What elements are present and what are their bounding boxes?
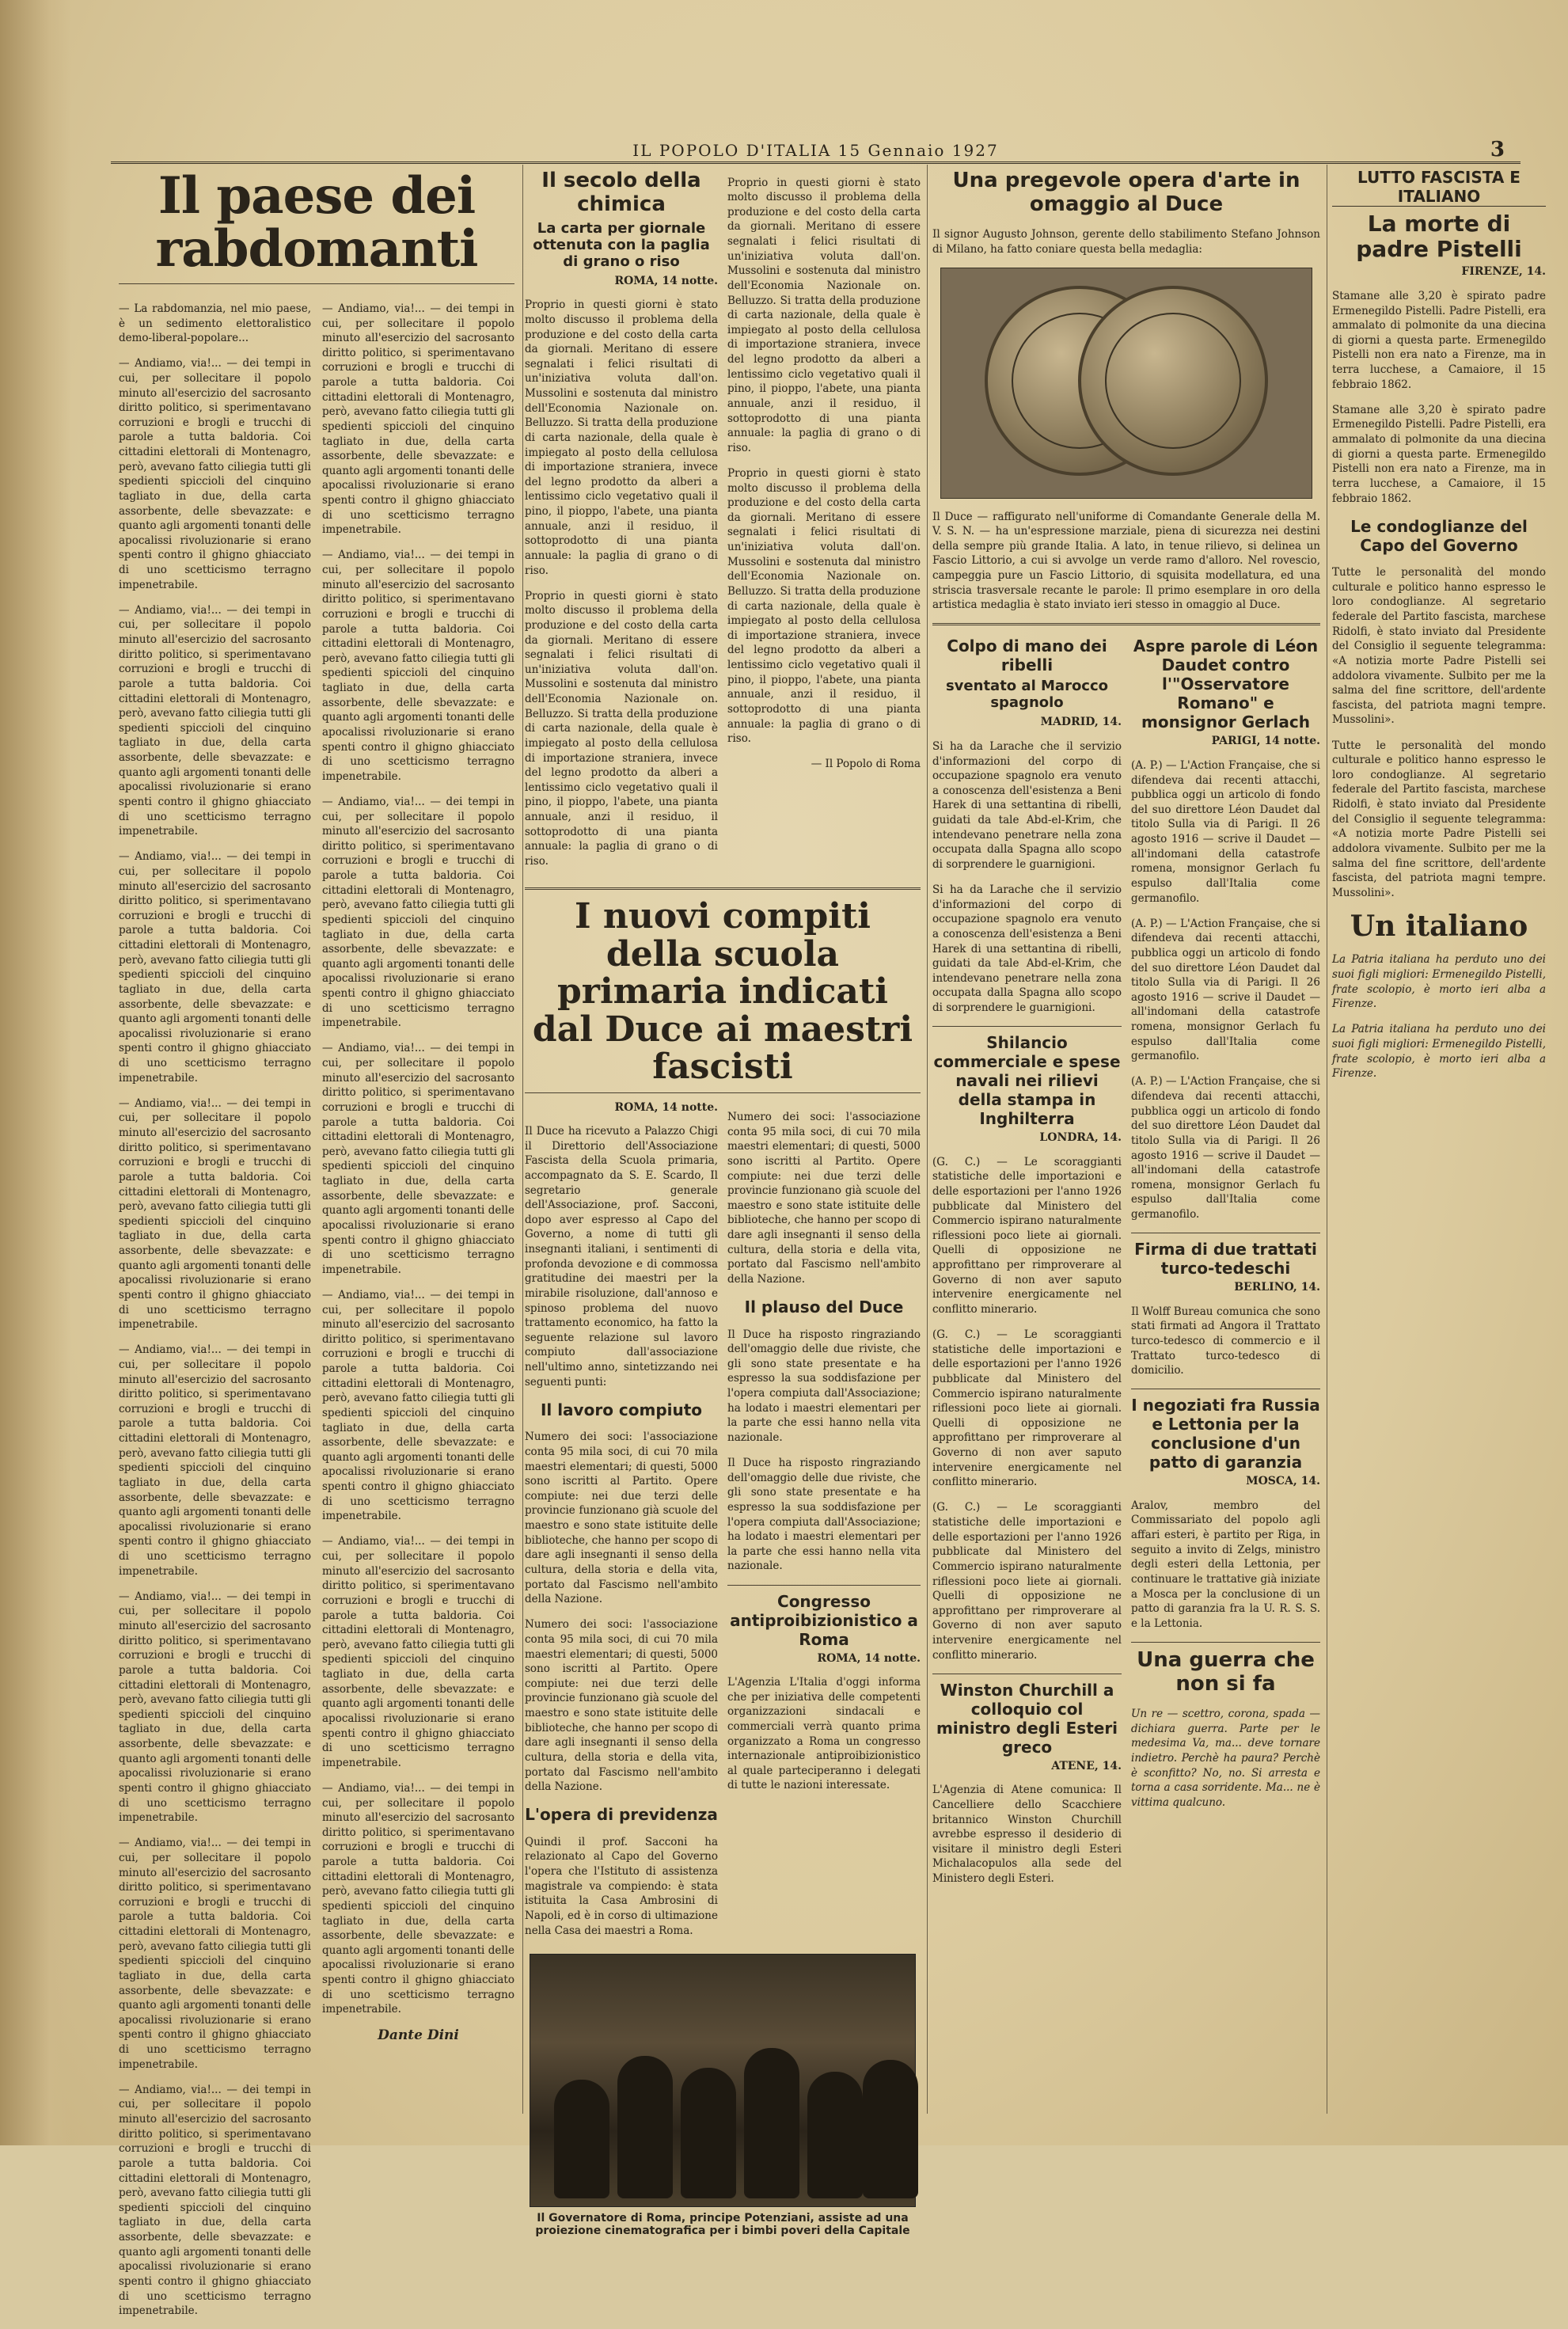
- subhead-chimica: La carta per giornale ottenuta con la paglia di grano o riso: [533, 219, 710, 270]
- headline-congresso: Congresso antiproibizionistico a Roma: [730, 1591, 918, 1649]
- column-pistelli: [1326, 165, 1552, 2114]
- article-body: — Andiamo, via!... — dei tempi in cui, per sollecitare il popolo minuto all'esercizio del sacrosanto diritto politico, si sperimentavano corruzioni e brogli e trucchi di parole a tutta baldoria. Coi cittadini elettorali di Montenagro, però, avevano fatto ciliegia tutti gli spedienti spiccioli del cinquino tagliato in due, della carta assorbente, delle sbevazzate: e quanto agli argomenti tonanti delle apocalissi rivoluzionarie si erano spenti contro il ghigno ghiacciato di uno scetticismo terragno impenetrabile.: [322, 1781, 514, 2016]
- article-lead: Il signor Augusto Johnson, gerente dello stabilimento Stefano Johnson di Milano, ha fatto coniare questa bella medaglia:: [932, 228, 1320, 256]
- dateline: ROMA, 14 notte.: [614, 1100, 718, 1114]
- headline-churchill: Winston Churchill a colloquio col ministro degli Esteri greco: [936, 1680, 1118, 1757]
- article-body: Numero dei soci: l'associazione conta 95 mila soci, di cui 70 mila maestri elementari; di questi, 5000 sono iscritti al Partito. Opere compiute: nei due terzi delle provincie funzionano già scuole del maestro e sono state istituite delle biblioteche, che hanno per scopo di dare agli insegnanti il senso della cultura, della storia e della vita, portato dal Fascismo nell'ambito della Nazione.: [525, 1430, 718, 1606]
- article-body: Il Duce — raffigurato nell'uniforme di Comandante Generale della M. V. S. N. — ha un'espressione marziale, piena di sicurezza nei destini della sempre più grande Italia. A lato, in tenue rilievo, si delinea un Fascio Littorio, a cui si avvolge un verde ramo d'alloro. Nel rovescio, campeggia pure un Fascio Littorio, di squisita modellatura, ed una striscia trasversale recante le parole: Il primo esemplare in oro della artistica medaglia è stato inviato ieri stesso in omaggio al Duce.: [932, 510, 1320, 612]
- kicker-pistelli: LUTTO FASCISTA E ITALIANO: [1332, 168, 1546, 207]
- headline-rabdomanti: Il paese dei rabdomanti: [155, 166, 478, 279]
- headline-pistelli: La morte di padre Pistelli: [1356, 211, 1522, 263]
- headline-scuola: I nuovi compiti della scuola primaria indicati dal Duce ai maestri fascisti: [532, 896, 913, 1088]
- article-body: — Andiamo, via!... — dei tempi in cui, per sollecitare il popolo minuto all'esercizio del sacrosanto diritto politico, si sperimentavano corruzioni e brogli e trucchi di parole a tutta baldoria. Coi cittadini elettorali di Montenagro, però, avevano fatto ciliegia tutti gli spedienti spiccioli del cinquino tagliato in due, della carta assorbente, delle sbevazzate: e quanto agli argomenti tonanti delle apocalissi rivoluzionarie si erano spenti contro il ghigno ghiacciato di uno scetticismo terragno impenetrabile.: [119, 2083, 311, 2318]
- article-body: — Andiamo, via!... — dei tempi in cui, per sollecitare il popolo minuto all'esercizio del sacrosanto diritto politico, si sperimentavano corruzioni e brogli e trucchi di parole a tutta baldoria. Coi cittadini elettorali di Montenagro, però, avevano fatto ciliegia tutti gli spedienti spiccioli del cinquino tagliato in due, della carta assorbente, delle sbevazzate: e quanto agli argomenti tonanti delle apocalissi rivoluzionarie si erano spenti contro il ghigno ghiacciato di uno scetticismo terragno impenetrabile.: [119, 1096, 311, 1332]
- column-center: [518, 165, 928, 2237]
- headline-guerra: Una guerra che non si fa: [1137, 1647, 1315, 1696]
- dateline: ROMA, 14 notte.: [614, 274, 718, 287]
- article-body: Si ha da Larache che il servizio d'informazioni del corpo di occupazione spagnolo era venuto a conoscenza dell'esistenza a Beni Harek di una settantina di ribelli, guidati da tale Abd-el-Krim, che intendevano penetrare nella zona occupata dalla Spagna allo scopo di sorprendere le guarnigioni.: [932, 883, 1122, 1015]
- article-body: Numero dei soci: l'associazione conta 95 mila soci, di cui 70 mila maestri elementari; di questi, 5000 sono iscritti al Partito. Opere compiute: nei due terzi delle provincie funzionano già scuole del maestro e sono state istituite delle biblioteche, che hanno per scopo di dare agli insegnanti il senso della cultura, della storia e della vita, portato dal Fascismo nell'ambito della Nazione.: [727, 1111, 921, 1286]
- article-body: Si ha da Larache che il servizio d'informazioni del corpo di occupazione spagnolo era venuto a conoscenza dell'esistenza a Beni Harek di una settantina di ribelli, guidati da tale Abd-el-Krim, che intendevano penetrare nella zona occupata dalla Spagna allo scopo di sorprendere le guarnigioni.: [932, 739, 1122, 871]
- headline-italiano: Un italiano: [1350, 909, 1528, 943]
- photo-figure: [863, 2060, 918, 2198]
- headline-medaglia: Una pregevole opera d'arte in omaggio al Duce: [952, 169, 1300, 216]
- headline-ribelli: Colpo di mano dei ribelli: [947, 636, 1107, 675]
- article-body: (A. P.) — L'Action Française, che si difendeva dai recenti attacchi, pubblica oggi un articolo di fondo del suo direttore Léon Daudet dal titolo Sulla via di Parigi. Il 26 agosto 1916 — scrive il Daudet — all'indomani della catastrofe romena, monsignor Gerlach fu espulso dall'Italia come germanofilo.: [1131, 917, 1320, 1063]
- dateline: PARIGI, 14 notte.: [1211, 735, 1320, 748]
- divider: [932, 1026, 1122, 1027]
- article-body: — Andiamo, via!... — dei tempi in cui, per sollecitare il popolo minuto all'esercizio del sacrosanto diritto politico, si sperimentavano corruzioni e brogli e trucchi di parole a tutta baldoria. Coi cittadini elettorali di Montenagro, però, avevano fatto ciliegia tutti gli spedienti spiccioli del cinquino tagliato in due, della carta assorbente, delle sbevazzate: e quanto agli argomenti tonanti delle apocalissi rivoluzionarie si erano spenti contro il ghigno ghiacciato di uno scetticismo terragno impenetrabile.: [119, 603, 311, 838]
- headline-russia: I negoziati fra Russia e Lettonia per la conclusione d'un patto di garanzia: [1131, 1396, 1320, 1472]
- article-body: (A. P.) — L'Action Française, che si difendeva dai recenti attacchi, pubblica oggi un articolo di fondo del suo direttore Léon Daudet dal titolo Sulla via di Parigi. Il 26 agosto 1916 — scrive il Daudet — all'indomani della catastrofe romena, monsignor Gerlach fu espulso dall'Italia come germanofilo.: [1131, 758, 1320, 905]
- section-heading: L'opera di previdenza: [525, 1805, 718, 1825]
- divider: [1131, 1642, 1320, 1643]
- photo-figure: [744, 2048, 799, 2198]
- column-right-center: [926, 165, 1327, 2114]
- article-body: — Andiamo, via!... — dei tempi in cui, per sollecitare il popolo minuto all'esercizio del sacrosanto diritto politico, si sperimentavano corruzioni e brogli e trucchi di parole a tutta baldoria. Coi cittadini elettorali di Montenagro, però, avevano fatto ciliegia tutti gli spedienti spiccioli del cinquino tagliato in due, della carta assorbente, delle sbevazzate: e quanto agli argomenti tonanti delle apocalissi rivoluzionarie si erano spenti contro il ghigno ghiacciato di uno scetticismo terragno impenetrabile.: [119, 1590, 311, 1825]
- page-number: 3: [1490, 138, 1505, 161]
- headline-shilancio: Shilancio commerciale e spese navali nei rilievi della stampa in Inghilterra: [933, 1033, 1121, 1129]
- article-body: Proprio in questi giorni è stato molto discusso il problema della produzione e del costo della carta da giornali. Meritano di essere segnalati i felici risultati di un'iniziativa voluta dall'on. Mussolini e sostenuta dal ministro dell'Economia Nazionale on. Belluzzo. Si tratta della produzione di carta nazionale, della quale è impiegato al posto della cellulosa di importazione straniera, invece del legno prodotto da alberi a lentissimo ciclo vegetativo quali il pino, il pioppo, l'abete, una pianta annuale, anzi il residuo, il sottoprodotto di una pianta annuale: la paglia di grano o di riso.: [727, 176, 921, 454]
- divider: [727, 1585, 921, 1586]
- headline-daudet: Aspre parole di Léon Daudet contro l'"Osservatore Romano" e monsignor Gerlach: [1133, 636, 1319, 732]
- article-body: — Andiamo, via!... — dei tempi in cui, per sollecitare il popolo minuto all'esercizio del sacrosanto diritto politico, si sperimentavano corruzioni e brogli e trucchi di parole a tutta baldoria. Coi cittadini elettorali di Montenagro, però, avevano fatto ciliegia tutti gli spedienti spiccioli del cinquino tagliato in due, della carta assorbente, delle sbevazzate: e quanto agli argomenti tonanti delle apocalissi rivoluzionarie si erano spenti contro il ghigno ghiacciato di uno scetticismo terragno impenetrabile.: [322, 795, 514, 1030]
- folio-header: [111, 138, 1521, 164]
- article-body: Proprio in questi giorni è stato molto discusso il problema della produzione e del costo della carta da giornali. Meritano di essere segnalati i felici risultati di un'iniziativa voluta dall'on. Mussolini e sostenuta dal ministro dell'Economia Nazionale on. Belluzzo. Si tratta della produzione di carta nazionale, della quale è impiegato al posto della cellulosa di importazione straniera, invece del legno prodotto da alberi a lentissimo ciclo vegetativo quali il pino, il pioppo, l'abete, una pianta annuale, anzi il residuo, il sottoprodotto di una pianta annuale: la paglia di grano o di riso.: [727, 466, 921, 746]
- section-heading: Le condoglianze del Capo del Governo: [1350, 516, 1528, 555]
- article-body: Il Duce ha risposto ringraziando dell'omaggio delle due riviste, che gli sono state presentate e ha espresso la sua soddisfazione per l'opera compiuta dall'Associazione; ha lodato i maestri elementari per la parte che essi hanno nella vita nazionale.: [727, 1328, 921, 1444]
- article-body: Numero dei soci: l'associazione conta 95 mila soci, di cui 70 mila maestri elementari; di questi, 5000 sono iscritti al Partito. Opere compiute: nei due terzi delle provincie funzionano già scuole del maestro e sono state istituite delle biblioteche, che hanno per scopo di dare agli insegnanti il senso della cultura, della storia e della vita, portato dal Fascismo nell'ambito della Nazione.: [525, 1618, 718, 1794]
- article-body: Il Wolff Bureau comunica che sono stati firmati ad Angora il Trattato turco-tedesco di commercio e il Trattato turco-tedesco di domicilio.: [1131, 1305, 1320, 1377]
- article-body: (A. P.) — L'Action Française, che si difendeva dai recenti attacchi, pubblica oggi un articolo di fondo del suo direttore Léon Daudet dal titolo Sulla via di Parigi. Il 26 agosto 1916 — scrive il Daudet — all'indomani della catastrofe romena, monsignor Gerlach fu espulso dall'Italia come germanofilo.: [1131, 1075, 1320, 1221]
- dateline: FIRENZE, 14.: [1461, 265, 1546, 279]
- dateline: ROMA, 14 notte.: [817, 1651, 921, 1665]
- headline-chimica: Il secolo della chimica: [541, 169, 701, 216]
- folio-title: IL POPOLO D'ITALIA 15 Gennaio 1927: [632, 141, 999, 160]
- page-edge: [0, 0, 71, 2145]
- article-lead: — La rabdomanzia, nel mio paese, è un sedimento elettoralistico demo-liberal-popolare...: [119, 302, 311, 345]
- article-body: (G. C.) — Le scoraggianti statistiche delle importazioni e delle esportazioni per l'anno 1926 pubblicate dal Ministero del Commercio ispirano naturalmente riflessioni poco liete ai giornali. Quelli di opposizione ne approfittano per rimproverare al Governo di non aver saputo intervenire energicamente nel conflitto minerario.: [932, 1155, 1122, 1316]
- article-body: — Andiamo, via!... — dei tempi in cui, per sollecitare il popolo minuto all'esercizio del sacrosanto diritto politico, si sperimentavano corruzioni e brogli e trucchi di parole a tutta baldoria. Coi cittadini elettorali di Montenagro, però, avevano fatto ciliegia tutti gli spedienti spiccioli del cinquino tagliato in due, della carta assorbente, delle sbevazzate: e quanto agli argomenti tonanti delle apocalissi rivoluzionarie si erano spenti contro il ghigno ghiacciato di uno scetticismo terragno impenetrabile.: [119, 1343, 311, 1578]
- divider: [525, 887, 921, 890]
- dateline: BERLINO, 14.: [1234, 1281, 1320, 1294]
- column-rabdomanti: [111, 165, 523, 2318]
- article-body: — Andiamo, via!... — dei tempi in cui, per sollecitare il popolo minuto all'esercizio del sacrosanto diritto politico, si sperimentavano corruzioni e brogli e trucchi di parole a tutta baldoria. Coi cittadini elettorali di Montenagro, però, avevano fatto ciliegia tutti gli spedienti spiccioli del cinquino tagliato in due, della carta assorbente, delle sbevazzate: e quanto agli argomenti tonanti delle apocalissi rivoluzionarie si erano spenti contro il ghigno ghiacciato di uno scetticismo terragno impenetrabile.: [119, 1837, 311, 2071]
- article-body: Tutte le personalità del mondo culturale e politico hanno espresso le loro condoglianze. Al segretario federale del Partito fascista, marchese Ridolfi, è stato inviato dal Presidente del Consiglio il seguente telegramma: «A notizia morte Padre Pistelli sei addolora vivamente. Sulbito per me la salma del fine scrittore, dell'ardente fascista, del patriota magni tempre. Mussolini».: [1332, 739, 1546, 899]
- dateline: MOSCA, 14.: [1246, 1475, 1320, 1488]
- article-body: — Andiamo, via!... — dei tempi in cui, per sollecitare il popolo minuto all'esercizio del sacrosanto diritto politico, si sperimentavano corruzioni e brogli e trucchi di parole a tutta baldoria. Coi cittadini elettorali di Montenagro, però, avevano fatto ciliegia tutti gli spedienti spiccioli del cinquino tagliato in due, della carta assorbente, delle sbevazzate: e quanto agli argomenti tonanti delle apocalissi rivoluzionarie si erano spenti contro il ghigno ghiacciato di uno scetticismo terragno impenetrabile.: [119, 850, 311, 1085]
- article-body: — Andiamo, via!... — dei tempi in cui, per sollecitare il popolo minuto all'esercizio del sacrosanto diritto politico, si sperimentavano corruzioni e brogli e trucchi di parole a tutta baldoria. Coi cittadini elettorali di Montenagro, però, avevano fatto ciliegia tutti gli spedienti spiccioli del cinquino tagliato in due, della carta assorbente, delle sbevazzate: e quanto agli argomenti tonanti delle apocalissi rivoluzionarie si erano spenti contro il ghigno ghiacciato di uno scetticismo terragno impenetrabile.: [322, 1288, 514, 1523]
- article-body: L'Agenzia di Atene comunica: Il Cancelliere dello Scacchiere britannico Winston Churchill avrebbe espresso il desiderio di visitare il ministro degli Esteri Michalacopulos alla sede del Ministero degli Esteri.: [932, 1784, 1122, 1886]
- article-body: — Andiamo, via!... — dei tempi in cui, per sollecitare il popolo minuto all'esercizio del sacrosanto diritto politico, si sperimentavano corruzioni e brogli e trucchi di parole a tutta baldoria. Coi cittadini elettorali di Montenagro, però, avevano fatto ciliegia tutti gli spedienti spiccioli del cinquino tagliato in due, della carta assorbente, delle sbevazzate: e quanto agli argomenti tonanti delle apocalissi rivoluzionarie si erano spenti contro il ghigno ghiacciato di uno scetticismo terragno impenetrabile.: [322, 302, 514, 537]
- dateline: ATENE, 14.: [1051, 1759, 1122, 1772]
- article-body: La Patria italiana ha perduto uno dei suoi figli migliori: Ermenegildo Pistelli, frate scolopio, è morto ieri alba a Firenze.: [1332, 1023, 1546, 1081]
- subhead-ribelli: sventato al Marocco spagnolo: [945, 678, 1109, 712]
- medal-photo: [940, 268, 1312, 499]
- photo-figure: [681, 2068, 736, 2198]
- medal-reverse: [1078, 286, 1268, 476]
- news-photo: [530, 1954, 916, 2207]
- photo-figure: [617, 2056, 673, 2198]
- article-body: Il Duce ha ricevuto a Palazzo Chigi il Direttorio dell'Associazione Fascista della Scuola primaria, accompagnato da S. E. Scardo, Il segretario generale dell'Associazione, prof. Sacconi, dopo aver espresso al Capo del Governo, a nome di tutti gli insegnanti italiani, i sentimenti di profonda devozione e di commossa gratitudine dei maestri per la mirabile risoluzione, dall'annoso e spinoso problema del nuovo trattamento economico, ha fatto la seguente relazione sul lavoro compiuto dall'associazione nell'ultimo anno, sintetizzando nei seguenti punti:: [525, 1125, 718, 1389]
- signature: — Il Popolo di Roma: [811, 758, 921, 771]
- article-body: — Andiamo, via!... — dei tempi in cui, per sollecitare il popolo minuto all'esercizio del sacrosanto diritto politico, si sperimentavano corruzioni e brogli e trucchi di parole a tutta baldoria. Coi cittadini elettorali di Montenagro, però, avevano fatto ciliegia tutti gli spedienti spiccioli del cinquino tagliato in due, della carta assorbente, delle sbevazzate: e quanto agli argomenti tonanti delle apocalissi rivoluzionarie si erano spenti contro il ghigno ghiacciato di uno scetticismo terragno impenetrabile.: [119, 357, 311, 591]
- signature: Dante Dini: [378, 2027, 459, 2044]
- photo-figure: [807, 2072, 863, 2198]
- article-body: Il Duce ha risposto ringraziando dell'omaggio delle due riviste, che gli sono state presentate e ha espresso la sua soddisfazione per l'opera compiuta dall'Associazione; ha lodato i maestri elementari per la parte che essi hanno nella vita nazionale.: [727, 1457, 921, 1573]
- article-body: Stamane alle 3,20 è spirato padre Ermenegildo Pistelli. Padre Pistelli, era ammalato di polmonite da una diecina di giorni a questa parte. Ermenegildo Pistelli non era nato a Firenze, ma in terra lucchese, a Camaiore, il 15 febbraio 1862.: [1332, 403, 1546, 505]
- article-body: (G. C.) — Le scoraggianti statistiche delle importazioni e delle esportazioni per l'anno 1926 pubblicate dal Ministero del Commercio ispirano naturalmente riflessioni poco liete ai giornali. Quelli di opposizione ne approfittano per rimproverare al Governo di non aver saputo intervenire energicamente nel conflitto minerario.: [932, 1328, 1122, 1489]
- article-body: — Andiamo, via!... — dei tempi in cui, per sollecitare il popolo minuto all'esercizio del sacrosanto diritto politico, si sperimentavano corruzioni e brogli e trucchi di parole a tutta baldoria. Coi cittadini elettorali di Montenagro, però, avevano fatto ciliegia tutti gli spedienti spiccioli del cinquino tagliato in due, della carta assorbente, delle sbevazzate: e quanto agli argomenti tonanti delle apocalissi rivoluzionarie si erano spenti contro il ghigno ghiacciato di uno scetticismo terragno impenetrabile.: [322, 1042, 514, 1276]
- section-heading: Il plauso del Duce: [744, 1297, 904, 1317]
- headline-turco: Firma di due trattati turco-tedeschi: [1134, 1240, 1317, 1278]
- article-body: Quindi il prof. Sacconi ha relazionato al Capo del Governo l'opera che l'Istituto di assistenza magistrale va compiendo: è stata istituita la Casa Ambrosini di Napoli, ed è in corso di ultimazione nella Casa dei maestri a Roma.: [525, 1835, 718, 1937]
- photo-caption: Il Governatore di Roma, principe Potenziani, assiste ad una proiezione cinematografica per i bimbi poveri della Capitale: [535, 2211, 910, 2237]
- article-body: La Patria italiana ha perduto uno dei suoi figli migliori: Ermenegildo Pistelli, frate scolopio, è morto ieri alba a Firenze.: [1332, 953, 1546, 1011]
- divider: [525, 1092, 921, 1093]
- article-body: — Andiamo, via!... — dei tempi in cui, per sollecitare il popolo minuto all'esercizio del sacrosanto diritto politico, si sperimentavano corruzioni e brogli e trucchi di parole a tutta baldoria. Coi cittadini elettorali di Montenagro, però, avevano fatto ciliegia tutti gli spedienti spiccioli del cinquino tagliato in due, della carta assorbente, delle sbevazzate: e quanto agli argomenti tonanti delle apocalissi rivoluzionarie si erano spenti contro il ghigno ghiacciato di uno scetticismo terragno impenetrabile.: [322, 549, 514, 783]
- dateline: LONDRA, 14.: [1039, 1131, 1122, 1145]
- article-body: Stamane alle 3,20 è spirato padre Ermenegildo Pistelli. Padre Pistelli, era ammalato di polmonite da una diecina di giorni a questa parte. Ermenegildo Pistelli non era nato a Firenze, ma in terra lucchese, a Camaiore, il 15 febbraio 1862.: [1332, 289, 1546, 391]
- article-body: Aralov, membro del Commissariato del popolo agli affari esteri, è partito per Riga, in seguito a invito di Zelgs, ministro degli esteri della Lettonia, per continuare le trattative già iniziate a Mosca per la conclusione di un patto di garanzia fra la U. R. S. S. e la Lettonia.: [1131, 1499, 1320, 1630]
- article-body: Tutte le personalità del mondo culturale e politico hanno espresso le loro condoglianze. Al segretario federale del Partito fascista, marchese Ridolfi, è stato inviato dal Presidente del Consiglio il seguente telegramma: «A notizia morte Padre Pistelli sei addolora vivamente. Sulbito per me la salma del fine scrittore, dell'ardente fascista, del patriota magni tempre. Mussolini».: [1332, 566, 1546, 727]
- article-body: Proprio in questi giorni è stato molto discusso il problema della produzione e del costo della carta da giornali. Meritano di essere segnalati i felici risultati di un'iniziativa voluta dall'on. Mussolini e sostenuta dal ministro dell'Economia Nazionale on. Belluzzo. Si tratta della produzione di carta nazionale, della quale è impiegato al posto della cellulosa di importazione straniera, invece del legno prodotto da alberi a lentissimo ciclo vegetativo quali il pino, il pioppo, l'abete, una pianta annuale, anzi il residuo, il sottoprodotto di una pianta annuale: la paglia di grano o di riso.: [525, 298, 718, 577]
- article-body: Un re — scettro, corona, spada — dichiara guerra. Parte per le medesima Va, ma... deve tornare indietro. Perchè ha paura? Perchè è sconfitto? No, no. Si arresta e torna a casa sorridente. Ma... ne è vittima qualcuno.: [1131, 1708, 1320, 1809]
- divider: [932, 623, 1320, 625]
- article-body: L'Agenzia L'Italia d'oggi informa che per iniziativa delle competenti organizzazioni sindacali e commerciali verrà quanto prima organizzato a Roma un congresso internazionale antiproibizionistico al quale parteciperanno i delegati di tutte le nazioni interessate.: [727, 1676, 921, 1792]
- divider: [119, 283, 514, 284]
- section-heading: Il lavoro compiuto: [540, 1400, 703, 1419]
- photo-figure: [554, 2080, 609, 2198]
- article-body: — Andiamo, via!... — dei tempi in cui, per sollecitare il popolo minuto all'esercizio del sacrosanto diritto politico, si sperimentavano corruzioni e brogli e trucchi di parole a tutta baldoria. Coi cittadini elettorali di Montenagro, però, avevano fatto ciliegia tutti gli spedienti spiccioli del cinquino tagliato in due, della carta assorbente, delle sbevazzate: e quanto agli argomenti tonanti delle apocalissi rivoluzionarie si erano spenti contro il ghigno ghiacciato di uno scetticismo terragno impenetrabile.: [322, 1535, 514, 1769]
- article-body: (G. C.) — Le scoraggianti statistiche delle importazioni e delle esportazioni per l'anno 1926 pubblicate dal Ministero del Commercio ispirano naturalmente riflessioni poco liete ai giornali. Quelli di opposizione ne approfittano per rimproverare al Governo di non aver saputo intervenire energicamente nel conflitto minerario.: [932, 1501, 1122, 1662]
- dateline: MADRID, 14.: [1040, 716, 1122, 729]
- article-body: Proprio in questi giorni è stato molto discusso il problema della produzione e del costo della carta da giornali. Meritano di essere segnalati i felici risultati di un'iniziativa voluta dall'on. Mussolini e sostenuta dal ministro dell'Economia Nazionale on. Belluzzo. Si tratta della produzione di carta nazionale, della quale è impiegato al posto della cellulosa di importazione straniera, invece del legno prodotto da alberi a lentissimo ciclo vegetativo quali il pino, il pioppo, l'abete, una pianta annuale, anzi il residuo, il sottoprodotto di una pianta annuale: la paglia di grano o di riso.: [525, 589, 718, 868]
